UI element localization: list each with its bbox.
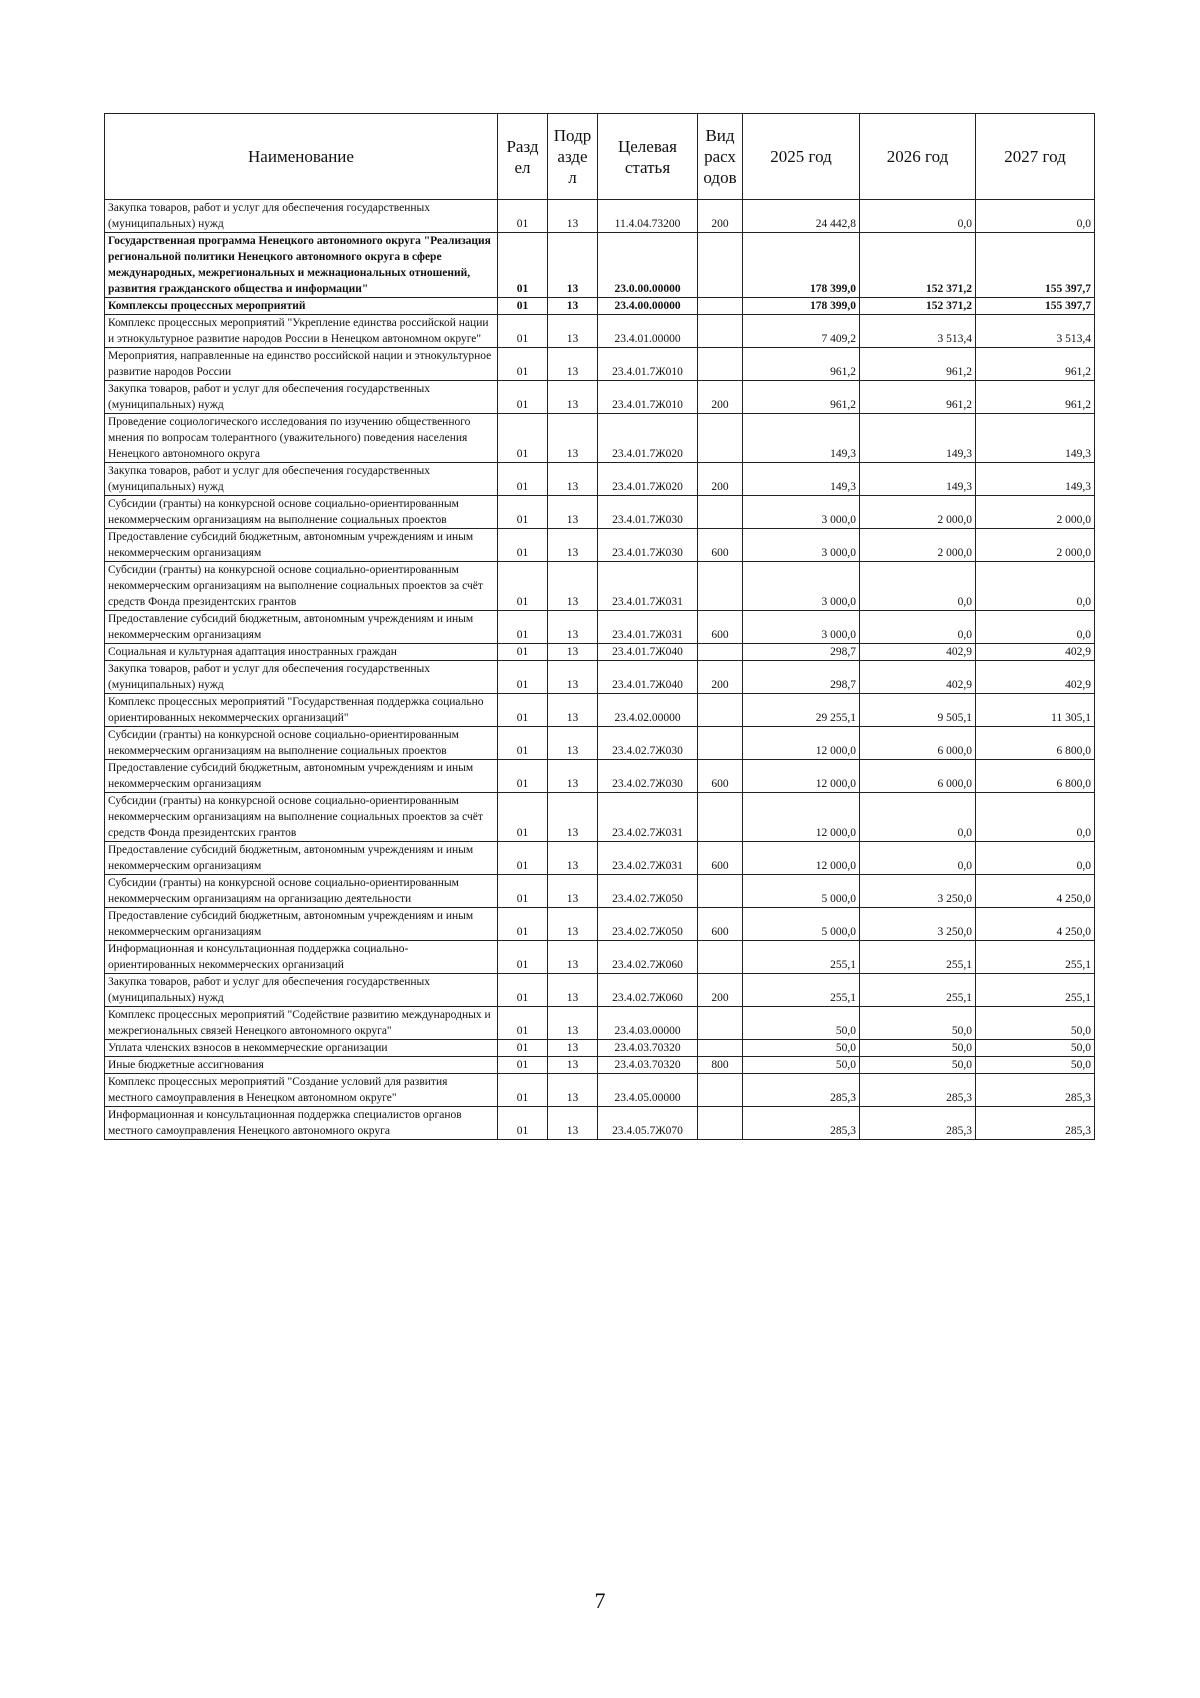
- table-row: [105, 298, 1095, 315]
- row-2025: 50,0: [743, 1040, 860, 1057]
- row-name: Закупка товаров, работ и услуг для обеспечения государственных (муниципальных) нужд: [105, 974, 498, 1007]
- row-vid-raskhodov: [698, 298, 743, 315]
- header-podrazdel: Подр азде л: [548, 114, 598, 200]
- row-tselevaya-statya: 23.4.01.7Ж010: [598, 348, 698, 381]
- header-2025: 2025 год: [743, 114, 860, 200]
- row-podrazdel: 13: [548, 233, 598, 298]
- table-row: [105, 348, 1095, 381]
- header-tselevaya-statya: Целевая статья: [598, 114, 698, 200]
- row-podrazdel: 13: [548, 1107, 598, 1140]
- row-podrazdel: 13: [548, 793, 598, 842]
- row-podrazdel: 13: [548, 496, 598, 529]
- row-razdel: 01: [498, 694, 548, 727]
- row-razdel: 01: [498, 348, 548, 381]
- row-name: Субсидии (гранты) на конкурсной основе социально-ориентированным некоммерческим организациям на выполнение социальных проектов за счёт средств Фонда президентских грантов: [105, 793, 498, 842]
- row-vid-raskhodov: [698, 315, 743, 348]
- row-podrazdel: 13: [548, 298, 598, 315]
- row-razdel: 01: [498, 1074, 548, 1107]
- row-2026: 0,0: [860, 200, 976, 233]
- row-vid-raskhodov: [698, 1107, 743, 1140]
- row-vid-raskhodov: [698, 496, 743, 529]
- row-vid-raskhodov: [698, 941, 743, 974]
- row-2027: 11 305,1: [976, 694, 1095, 727]
- row-2026: 3 250,0: [860, 908, 976, 941]
- row-2026: 0,0: [860, 842, 976, 875]
- row-name: Закупка товаров, работ и услуг для обеспечения государственных (муниципальных) нужд: [105, 463, 498, 496]
- row-2025: 3 000,0: [743, 611, 860, 644]
- row-2025: 3 000,0: [743, 496, 860, 529]
- row-2026: 50,0: [860, 1040, 976, 1057]
- row-tselevaya-statya: 23.4.02.7Ж031: [598, 793, 698, 842]
- row-2026: 6 000,0: [860, 727, 976, 760]
- row-name: Государственная программа Ненецкого автономного округа "Реализация региональной политики Ненецкого автономного округа в сфере международных, межрегиональных и межнациональных отношений, развития гражданского общества и информации": [105, 233, 498, 298]
- row-tselevaya-statya: 23.4.05.00000: [598, 1074, 698, 1107]
- row-2027: 3 513,4: [976, 315, 1095, 348]
- row-2025: 12 000,0: [743, 760, 860, 793]
- row-tselevaya-statya: 23.4.02.7Ж060: [598, 941, 698, 974]
- row-2026: 285,3: [860, 1107, 976, 1140]
- row-razdel: 01: [498, 463, 548, 496]
- header-2026: 2026 год: [860, 114, 976, 200]
- row-2026: 0,0: [860, 793, 976, 842]
- row-name: Предоставление субсидий бюджетным, автономным учреждениям и иным некоммерческим организациям: [105, 908, 498, 941]
- row-tselevaya-statya: 23.4.03.70320: [598, 1057, 698, 1074]
- row-podrazdel: 13: [548, 694, 598, 727]
- table-row: [105, 1074, 1095, 1107]
- row-2026: 255,1: [860, 974, 976, 1007]
- row-razdel: 01: [498, 644, 548, 661]
- row-2025: 12 000,0: [743, 793, 860, 842]
- row-razdel: 01: [498, 611, 548, 644]
- header-vid-raskhodov: Вид расх одов: [698, 114, 743, 200]
- row-podrazdel: 13: [548, 348, 598, 381]
- row-2027: 2 000,0: [976, 529, 1095, 562]
- row-2025: 285,3: [743, 1107, 860, 1140]
- row-tselevaya-statya: 23.4.02.7Ж050: [598, 908, 698, 941]
- table-row: [105, 381, 1095, 414]
- row-name: Комплексы процессных мероприятий: [105, 298, 498, 315]
- row-podrazdel: 13: [548, 974, 598, 1007]
- row-podrazdel: 13: [548, 200, 598, 233]
- row-2025: 178 399,0: [743, 298, 860, 315]
- row-razdel: 01: [498, 1007, 548, 1040]
- budget-table: [104, 113, 1095, 1140]
- row-2025: 12 000,0: [743, 842, 860, 875]
- row-name: Субсидии (гранты) на конкурсной основе социально-ориентированным некоммерческим организациям на выполнение социальных проектов: [105, 496, 498, 529]
- table-row: [105, 908, 1095, 941]
- table-row: [105, 727, 1095, 760]
- page-number: 7: [594, 1588, 606, 1613]
- table-row: [105, 414, 1095, 463]
- table-row: [105, 1107, 1095, 1140]
- row-name: Комплекс процессных мероприятий "Государственная поддержка социально ориентированных некоммерческих организаций": [105, 694, 498, 727]
- row-2025: 961,2: [743, 381, 860, 414]
- row-name: Проведение социологического исследования по изучению общественного мнения по вопросам толерантного (уважительного) поведения населения Ненецкого автономного округа: [105, 414, 498, 463]
- row-vid-raskhodov: 600: [698, 842, 743, 875]
- row-2026: 402,9: [860, 644, 976, 661]
- table-row: [105, 793, 1095, 842]
- row-2025: 50,0: [743, 1057, 860, 1074]
- row-vid-raskhodov: [698, 1007, 743, 1040]
- row-podrazdel: 13: [548, 414, 598, 463]
- row-name: Мероприятия, направленные на единство российской нации и этнокультурное развитие народов России: [105, 348, 498, 381]
- row-2026: 152 371,2: [860, 233, 976, 298]
- row-tselevaya-statya: 23.4.01.7Ж020: [598, 414, 698, 463]
- row-name: Комплекс процессных мероприятий "Укрепление единства российской нации и этнокультурное развитие народов России в Ненецком автономном округе": [105, 315, 498, 348]
- row-2025: 7 409,2: [743, 315, 860, 348]
- table-row: [105, 1040, 1095, 1057]
- row-name: Субсидии (гранты) на конкурсной основе социально-ориентированным некоммерческим организациям на организацию деятельности: [105, 875, 498, 908]
- row-vid-raskhodov: 600: [698, 611, 743, 644]
- row-tselevaya-statya: 23.4.00.00000: [598, 298, 698, 315]
- row-2027: 2 000,0: [976, 496, 1095, 529]
- row-name: Иные бюджетные ассигнования: [105, 1057, 498, 1074]
- row-2025: 961,2: [743, 348, 860, 381]
- row-podrazdel: 13: [548, 941, 598, 974]
- row-2027: 4 250,0: [976, 908, 1095, 941]
- row-name: Предоставление субсидий бюджетным, автономным учреждениям и иным некоммерческим организациям: [105, 529, 498, 562]
- row-podrazdel: 13: [548, 661, 598, 694]
- row-2027: 255,1: [976, 974, 1095, 1007]
- row-2027: 149,3: [976, 463, 1095, 496]
- row-2025: 5 000,0: [743, 875, 860, 908]
- row-2025: 3 000,0: [743, 562, 860, 611]
- table-row: [105, 760, 1095, 793]
- row-vid-raskhodov: [698, 1074, 743, 1107]
- row-tselevaya-statya: 23.4.01.7Ж020: [598, 463, 698, 496]
- row-2025: 29 255,1: [743, 694, 860, 727]
- row-tselevaya-statya: 23.4.01.7Ж030: [598, 496, 698, 529]
- row-razdel: 01: [498, 727, 548, 760]
- row-2025: 178 399,0: [743, 233, 860, 298]
- header-2027: 2027 год: [976, 114, 1095, 200]
- row-vid-raskhodov: [698, 348, 743, 381]
- row-tselevaya-statya: 23.4.03.70320: [598, 1040, 698, 1057]
- table-row: [105, 233, 1095, 298]
- row-2025: 255,1: [743, 974, 860, 1007]
- row-2026: 3 250,0: [860, 875, 976, 908]
- row-name: Закупка товаров, работ и услуг для обеспечения государственных (муниципальных) нужд: [105, 661, 498, 694]
- row-tselevaya-statya: 23.4.02.7Ж060: [598, 974, 698, 1007]
- row-name: Уплата членских взносов в некоммерческие организации: [105, 1040, 498, 1057]
- row-razdel: 01: [498, 233, 548, 298]
- row-2025: 285,3: [743, 1074, 860, 1107]
- table-row: [105, 496, 1095, 529]
- row-tselevaya-statya: 23.4.03.00000: [598, 1007, 698, 1040]
- row-2027: 149,3: [976, 414, 1095, 463]
- row-name: Закупка товаров, работ и услуг для обеспечения государственных (муниципальных) нужд: [105, 381, 498, 414]
- row-razdel: 01: [498, 562, 548, 611]
- row-name: Закупка товаров, работ и услуг для обеспечения государственных (муниципальных) нужд: [105, 200, 498, 233]
- row-podrazdel: 13: [548, 842, 598, 875]
- row-2027: 155 397,7: [976, 233, 1095, 298]
- row-name: Субсидии (гранты) на конкурсной основе социально-ориентированным некоммерческим организациям на выполнение социальных проектов за счёт средств Фонда президентских грантов: [105, 562, 498, 611]
- row-podrazdel: 13: [548, 315, 598, 348]
- row-2025: 50,0: [743, 1007, 860, 1040]
- row-2027: 155 397,7: [976, 298, 1095, 315]
- row-2025: 3 000,0: [743, 529, 860, 562]
- row-2027: 0,0: [976, 562, 1095, 611]
- row-2027: 961,2: [976, 348, 1095, 381]
- row-podrazdel: 13: [548, 644, 598, 661]
- row-razdel: 01: [498, 793, 548, 842]
- row-tselevaya-statya: 23.4.01.7Ж040: [598, 661, 698, 694]
- row-razdel: 01: [498, 661, 548, 694]
- row-razdel: 01: [498, 529, 548, 562]
- row-name: Социальная и культурная адаптация иностранных граждан: [105, 644, 498, 661]
- table-row: [105, 463, 1095, 496]
- row-razdel: 01: [498, 496, 548, 529]
- row-razdel: 01: [498, 1040, 548, 1057]
- row-tselevaya-statya: 23.4.02.7Ж030: [598, 760, 698, 793]
- row-name: Субсидии (гранты) на конкурсной основе социально-ориентированным некоммерческим организациям на выполнение социальных проектов: [105, 727, 498, 760]
- table-header-row: [105, 114, 1095, 200]
- row-podrazdel: 13: [548, 908, 598, 941]
- row-2027: 0,0: [976, 200, 1095, 233]
- row-razdel: 01: [498, 1107, 548, 1140]
- row-tselevaya-statya: 23.4.05.7Ж070: [598, 1107, 698, 1140]
- row-vid-raskhodov: 200: [698, 200, 743, 233]
- header-name: Наименование: [105, 114, 498, 200]
- row-vid-raskhodov: 200: [698, 661, 743, 694]
- table-row: [105, 315, 1095, 348]
- row-name: Комплекс процессных мероприятий "Содействие развитию международных и межрегиональных связей Ненецкого автономного округа": [105, 1007, 498, 1040]
- row-2027: 6 800,0: [976, 727, 1095, 760]
- row-podrazdel: 13: [548, 1057, 598, 1074]
- row-2027: 402,9: [976, 661, 1095, 694]
- row-vid-raskhodov: [698, 875, 743, 908]
- row-2027: 255,1: [976, 941, 1095, 974]
- row-razdel: 01: [498, 200, 548, 233]
- table-row: [105, 200, 1095, 233]
- row-vid-raskhodov: 600: [698, 529, 743, 562]
- row-2027: 402,9: [976, 644, 1095, 661]
- row-vid-raskhodov: [698, 233, 743, 298]
- table-row: [105, 661, 1095, 694]
- table-row: [105, 1057, 1095, 1074]
- row-2027: 961,2: [976, 381, 1095, 414]
- table-row: [105, 529, 1095, 562]
- row-name: Предоставление субсидий бюджетным, автономным учреждениям и иным некоммерческим организациям: [105, 760, 498, 793]
- row-razdel: 01: [498, 974, 548, 1007]
- table-row: [105, 1007, 1095, 1040]
- row-2026: 255,1: [860, 941, 976, 974]
- row-tselevaya-statya: 23.4.01.7Ж030: [598, 529, 698, 562]
- row-podrazdel: 13: [548, 562, 598, 611]
- row-2026: 149,3: [860, 463, 976, 496]
- row-2026: 285,3: [860, 1074, 976, 1107]
- row-razdel: 01: [498, 875, 548, 908]
- row-vid-raskhodov: [698, 562, 743, 611]
- row-tselevaya-statya: 23.4.02.00000: [598, 694, 698, 727]
- table-row: [105, 611, 1095, 644]
- row-vid-raskhodov: [698, 1040, 743, 1057]
- row-2027: 50,0: [976, 1040, 1095, 1057]
- row-2027: 0,0: [976, 842, 1095, 875]
- row-vid-raskhodov: 800: [698, 1057, 743, 1074]
- row-podrazdel: 13: [548, 463, 598, 496]
- row-2027: 4 250,0: [976, 875, 1095, 908]
- row-2026: 6 000,0: [860, 760, 976, 793]
- row-razdel: 01: [498, 414, 548, 463]
- row-vid-raskhodov: [698, 414, 743, 463]
- row-razdel: 01: [498, 298, 548, 315]
- row-razdel: 01: [498, 1057, 548, 1074]
- row-podrazdel: 13: [548, 381, 598, 414]
- row-tselevaya-statya: 23.0.00.00000: [598, 233, 698, 298]
- table-row: [105, 974, 1095, 1007]
- row-2026: 152 371,2: [860, 298, 976, 315]
- row-tselevaya-statya: 23.4.01.7Ж031: [598, 562, 698, 611]
- row-vid-raskhodov: 600: [698, 760, 743, 793]
- row-razdel: 01: [498, 760, 548, 793]
- row-podrazdel: 13: [548, 1007, 598, 1040]
- row-podrazdel: 13: [548, 1074, 598, 1107]
- row-2026: 0,0: [860, 611, 976, 644]
- row-name: Предоставление субсидий бюджетным, автономным учреждениям и иным некоммерческим организациям: [105, 611, 498, 644]
- table-row: [105, 875, 1095, 908]
- row-tselevaya-statya: 23.4.02.7Ж030: [598, 727, 698, 760]
- row-2026: 50,0: [860, 1057, 976, 1074]
- row-2026: 961,2: [860, 348, 976, 381]
- row-tselevaya-statya: 23.4.01.00000: [598, 315, 698, 348]
- row-2027: 50,0: [976, 1057, 1095, 1074]
- row-podrazdel: 13: [548, 875, 598, 908]
- row-tselevaya-statya: 23.4.02.7Ж050: [598, 875, 698, 908]
- row-podrazdel: 13: [548, 611, 598, 644]
- row-2026: 50,0: [860, 1007, 976, 1040]
- row-razdel: 01: [498, 842, 548, 875]
- row-2026: 3 513,4: [860, 315, 976, 348]
- row-2025: 5 000,0: [743, 908, 860, 941]
- row-2026: 2 000,0: [860, 496, 976, 529]
- row-2027: 0,0: [976, 793, 1095, 842]
- row-2025: 298,7: [743, 644, 860, 661]
- row-2027: 50,0: [976, 1007, 1095, 1040]
- table-row: [105, 941, 1095, 974]
- row-2025: 255,1: [743, 941, 860, 974]
- row-tselevaya-statya: 23.4.01.7Ж040: [598, 644, 698, 661]
- row-razdel: 01: [498, 908, 548, 941]
- row-name: Информационная и консультационная поддержка специалистов органов местного самоуправления Ненецкого автономного округа: [105, 1107, 498, 1140]
- row-name: Информационная и консультационная поддержка социально-ориентированных некоммерческих организаций: [105, 941, 498, 974]
- row-vid-raskhodov: 600: [698, 908, 743, 941]
- row-tselevaya-statya: 23.4.01.7Ж031: [598, 611, 698, 644]
- row-vid-raskhodov: [698, 694, 743, 727]
- row-2026: 402,9: [860, 661, 976, 694]
- row-vid-raskhodov: [698, 793, 743, 842]
- row-2026: 961,2: [860, 381, 976, 414]
- row-vid-raskhodov: [698, 727, 743, 760]
- row-2025: 24 442,8: [743, 200, 860, 233]
- row-podrazdel: 13: [548, 529, 598, 562]
- row-razdel: 01: [498, 315, 548, 348]
- row-2025: 12 000,0: [743, 727, 860, 760]
- header-razdel: Разд ел: [498, 114, 548, 200]
- row-2025: 149,3: [743, 463, 860, 496]
- row-podrazdel: 13: [548, 1040, 598, 1057]
- row-vid-raskhodov: 200: [698, 463, 743, 496]
- row-2026: 0,0: [860, 562, 976, 611]
- row-tselevaya-statya: 11.4.04.73200: [598, 200, 698, 233]
- row-name: Комплекс процессных мероприятий "Создание условий для развития местного самоуправления в Ненецком автономном округе": [105, 1074, 498, 1107]
- row-2026: 9 505,1: [860, 694, 976, 727]
- row-2027: 6 800,0: [976, 760, 1095, 793]
- row-tselevaya-statya: 23.4.02.7Ж031: [598, 842, 698, 875]
- row-razdel: 01: [498, 941, 548, 974]
- row-2025: 298,7: [743, 661, 860, 694]
- row-podrazdel: 13: [548, 727, 598, 760]
- table-row: [105, 644, 1095, 661]
- row-2025: 149,3: [743, 414, 860, 463]
- table-row: [105, 562, 1095, 611]
- row-vid-raskhodov: 200: [698, 974, 743, 1007]
- row-2027: 285,3: [976, 1107, 1095, 1140]
- row-2027: 285,3: [976, 1074, 1095, 1107]
- row-2026: 149,3: [860, 414, 976, 463]
- row-2027: 0,0: [976, 611, 1095, 644]
- row-tselevaya-statya: 23.4.01.7Ж010: [598, 381, 698, 414]
- row-razdel: 01: [498, 381, 548, 414]
- row-vid-raskhodov: 200: [698, 381, 743, 414]
- table-row: [105, 842, 1095, 875]
- row-name: Предоставление субсидий бюджетным, автономным учреждениям и иным некоммерческим организациям: [105, 842, 498, 875]
- row-podrazdel: 13: [548, 760, 598, 793]
- row-vid-raskhodov: [698, 644, 743, 661]
- table-row: [105, 694, 1095, 727]
- row-2026: 2 000,0: [860, 529, 976, 562]
